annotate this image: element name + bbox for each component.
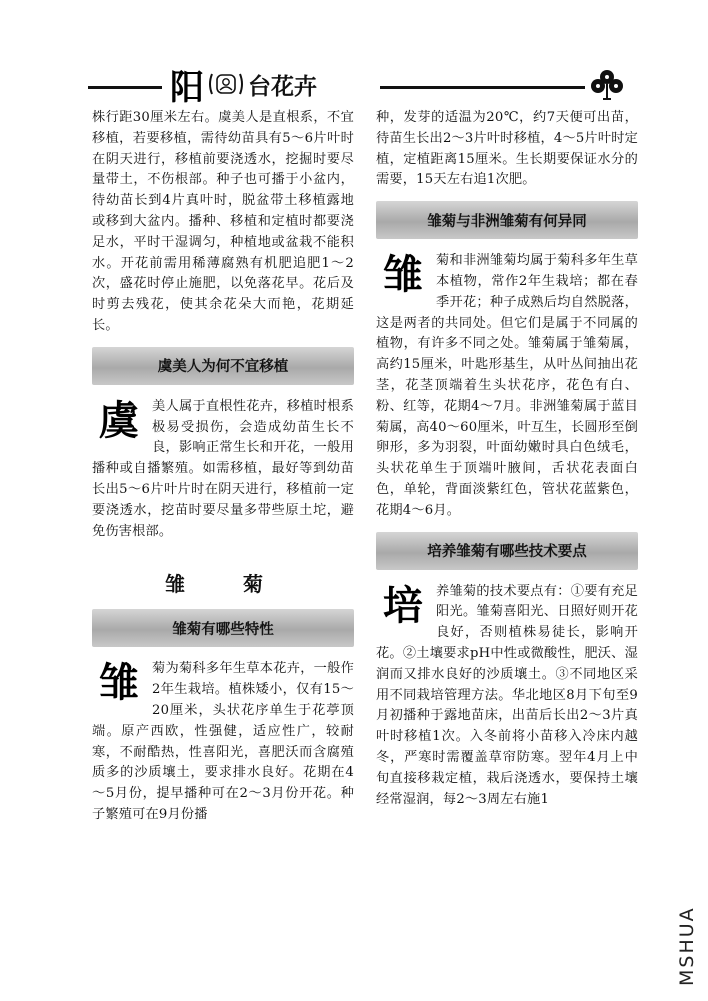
paragraph-with-dropcap — [92, 659, 354, 825]
paragraph-continued: 株行距30厘米左右。虞美人是直根系，不宜移植，若要移植，需待幼苗具有5～6片叶时在阴天进行，移植前要浇透水，挖掘时要尽量带土，不伤根部。种子也可播于小盆内，待幼苗长到4片真叶时，脱盆带土移植露地或移到大盆内。播种、移植和定植时都要浇足水，平时干湿调匀，种植地或盆栽不能积水。开花前需用稀薄腐熟有机肥追肥1～2次，盛花时停止施肥，以免落花早。花后及时剪去残花，使其余花朵大而艳，花期延长。 — [92, 110, 354, 333]
paragraph-text: 美人属于直根性花卉，移植时根系极易受损伤，会造成幼苗生长不良，影响正常生长和开花，一般用播种或自播繁殖。如需移植，最好等到幼苗长出5～6片叶片时在阴天进行，移植前一定要浇透水，挖苗时要尽量多带些原土坨，避免伤害根部。 — [92, 398, 354, 539]
section-heading-band — [376, 201, 638, 239]
flower-cluster-icon — [589, 68, 625, 100]
paragraph-text: 养雏菊的技术要点有：①要有充足阳光。雏菊喜阳光、日照好则开花良好，否则植株易徒长，影响开花。②土壤要求pH中性或微酸性，肥沃、湿润而又排水良好的沙质壤土。③不同地区采用不同栽培管理方法。华北地区8月下旬至9月初播种于露地苗床，出苗后长出2～3片真叶时移植1次。入冬前将小苗移入冷床内越冬，严寒时需覆盖草帘防寒。翌年4月上中旬直接移栽定植，栽后浇透水，要保持土壤经常湿润，每2～3周左右施1 — [376, 583, 638, 807]
running-title-rest: 台花卉 — [248, 73, 317, 100]
drop-cap: 虞 — [98, 397, 140, 444]
section-heading-text: 雏菊有哪些特性 — [172, 621, 274, 638]
drop-cap: 雏 — [382, 252, 424, 299]
page-header — [88, 62, 648, 106]
section-heading-band — [376, 532, 638, 570]
section-heading-text: 培养雏菊有哪些技术要点 — [427, 544, 587, 561]
paragraph-with-dropcap — [376, 582, 638, 811]
running-title — [170, 62, 317, 106]
paragraph-text: 菊和非洲雏菊均属于菊科多年生草本植物，常作2年生栽培；都在春季开花；种子成熟后均自然脱落，这是两者的共同处。但它们是属于不同属的植物，有许多不同之处。雏菊属于雏菊属，高约15厘米，叶匙形基生，从叶丛间抽出花茎，花茎顶端着生头状花序，花色有白、粉、红等，花期4～7月。非洲雏菊属于蓝目菊属，高40～60厘米，叶互生，长圆形至倒卵形，多为羽裂，叶面幼嫩时具白色绒毛，头状花单生于顶端叶腋间，舌状花表面白色，单轮，背面淡紫红色，管状花蓝紫色，花期4～6月。 — [376, 253, 638, 518]
window-flower-emblem-icon — [208, 72, 244, 96]
paragraph-with-dropcap — [92, 397, 354, 543]
section-title: 雏菊 — [165, 572, 321, 597]
section-heading-band — [92, 347, 354, 385]
header-rule-right — [380, 86, 585, 89]
section-heading-text: 雏菊与非洲雏菊有何异同 — [427, 213, 587, 230]
watermark-text: MSHUA — [676, 906, 698, 986]
header-rule-left — [88, 86, 162, 89]
right-column — [376, 108, 638, 810]
watermark — [674, 878, 700, 988]
paragraph-continued: 种，发芽的适温为20℃，约7天便可出苗，待苗生长出2～3片叶时移植，4～5片叶时定植，定植距离15厘米。生长期要保证水分的需要，15天左右追1次肥。 — [376, 110, 638, 188]
section-heading-band — [92, 609, 354, 647]
left-column — [92, 108, 354, 826]
paragraph-text: 菊为菊科多年生草本花卉，一般作2年生栽培。植株矮小，仅有15～20厘米，头状花序单生于花葶顶端。原产西欧，性强健，适应性广，较耐寒，不耐酷热，性喜阳光，喜肥沃而含腐殖质多的沙质壤土，要求排水良好。花期在4～5月份，提早播种可在2～3月份开花。种子繁殖可在9月份播 — [92, 661, 354, 822]
drop-cap: 培 — [382, 582, 424, 629]
section-heading-text: 虞美人为何不宜移植 — [157, 359, 289, 376]
paragraph-with-dropcap — [376, 251, 638, 521]
running-title-big-char: 阳 — [170, 67, 204, 108]
drop-cap: 雏 — [98, 660, 140, 707]
